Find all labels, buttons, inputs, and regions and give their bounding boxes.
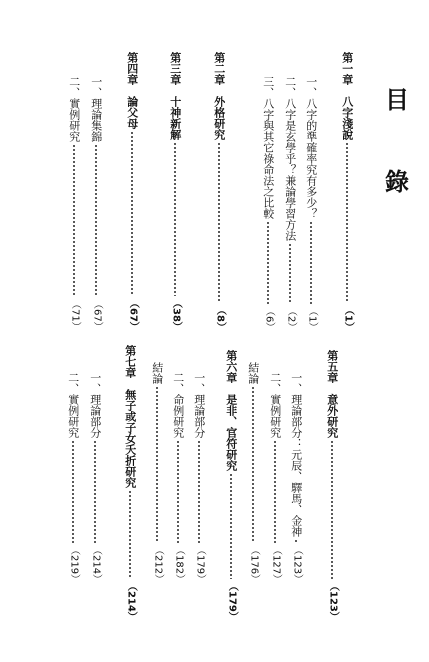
toc-page-number: （179） bbox=[194, 544, 206, 584]
toc-page-number: （123） bbox=[291, 544, 303, 584]
toc-page-number: （176） bbox=[248, 544, 260, 584]
toc-entry-title: 一、理論部分：元辰、驛馬、金神 bbox=[289, 372, 303, 537]
leader-dots bbox=[267, 221, 269, 304]
leader-dots bbox=[198, 440, 200, 543]
toc-entry bbox=[64, 372, 82, 584]
leader-dots bbox=[131, 131, 133, 296]
toc-entry-title: 一、理論部分 bbox=[192, 372, 206, 438]
leader-dots bbox=[94, 440, 96, 543]
toc-page-number: （6） bbox=[263, 305, 275, 332]
leader-dots bbox=[95, 144, 97, 297]
toc-page-number: （214） bbox=[90, 544, 102, 584]
toc-entry bbox=[266, 372, 284, 584]
toc-chapter-title: 第一章 八字淺說 bbox=[340, 52, 354, 140]
toc-entry bbox=[259, 76, 277, 332]
leader-dots bbox=[331, 440, 333, 579]
title-char-2: 錄 bbox=[385, 167, 409, 196]
toc-page-number: （219） bbox=[68, 544, 80, 584]
toc-page-number: （127） bbox=[270, 544, 282, 584]
toc-chapter-6 bbox=[222, 350, 240, 622]
toc-page-number: （123） bbox=[327, 581, 339, 622]
leader-dots bbox=[310, 221, 312, 304]
toc-entry-title: 結論 bbox=[150, 362, 164, 384]
toc-chapter-title: 第五章 意外研究 bbox=[325, 350, 339, 438]
toc-chapter-1 bbox=[338, 52, 356, 332]
toc-page-number: （179） bbox=[226, 581, 238, 622]
toc-page-number: （212） bbox=[152, 544, 164, 584]
leader-dots bbox=[177, 440, 179, 543]
leader-dots bbox=[295, 539, 297, 543]
toc-page-number: （182） bbox=[173, 544, 185, 584]
toc-entry-title: 一、理論集錦 bbox=[89, 76, 103, 142]
toc-entry bbox=[87, 76, 105, 332]
toc-entry-title: 一、理論部分 bbox=[88, 372, 102, 438]
toc-chapter-title: 第四章 論父母 bbox=[125, 52, 139, 129]
leader-dots bbox=[156, 386, 158, 543]
toc-entry bbox=[148, 362, 166, 584]
toc-entry-title: 二、實例研究 bbox=[268, 372, 282, 438]
leader-dots bbox=[218, 142, 220, 303]
toc-page-number: （8） bbox=[214, 305, 226, 332]
toc-page-number: （1） bbox=[306, 305, 318, 332]
toc-entry bbox=[65, 76, 83, 332]
toc-chapter-title: 第三章 十神新解 bbox=[168, 52, 182, 140]
toc-chapter-7 bbox=[121, 345, 139, 622]
toc-chapter-2 bbox=[210, 52, 228, 332]
toc-entry-title: 二、實例研究 bbox=[66, 372, 80, 438]
toc-page-number: （38） bbox=[170, 298, 182, 332]
toc-entry bbox=[169, 372, 187, 584]
toc-entry bbox=[244, 362, 262, 584]
toc-entry bbox=[281, 76, 299, 332]
toc-entry bbox=[86, 372, 104, 584]
leader-dots bbox=[252, 386, 254, 543]
toc-chapter-title: 第二章 外格研究 bbox=[212, 52, 226, 140]
leader-dots bbox=[289, 243, 291, 304]
toc-page-number: （71） bbox=[69, 299, 81, 332]
toc-entry-title: 二、命例研究 bbox=[171, 372, 185, 438]
leader-dots bbox=[174, 142, 176, 296]
leader-dots bbox=[274, 440, 276, 543]
toc-entry-title: 一、八字的準確率究有多少？ bbox=[304, 76, 318, 219]
toc-entry-title: 三、八字與其它祿命法之比較 bbox=[261, 76, 275, 219]
toc-page-number: （67） bbox=[127, 298, 139, 332]
toc-entry-title: 二、實例研究 bbox=[67, 76, 81, 142]
toc-page-number: （214） bbox=[125, 581, 137, 622]
toc-page-number: （1） bbox=[342, 305, 354, 332]
leader-dots bbox=[129, 490, 131, 579]
toc-entry bbox=[190, 372, 208, 584]
toc-entry-title: 二、八字是玄學乎？兼論學習方法 bbox=[283, 76, 297, 241]
leader-dots bbox=[73, 144, 75, 297]
toc-chapter-3 bbox=[166, 52, 184, 332]
leader-dots bbox=[230, 473, 232, 579]
toc-entry bbox=[302, 76, 320, 332]
toc-chapter-title: 第六章 是非、官符研究 bbox=[224, 350, 238, 471]
toc-chapter-4 bbox=[123, 52, 141, 332]
toc-chapter-5 bbox=[323, 350, 341, 622]
toc-page-number: （67） bbox=[91, 299, 103, 332]
leader-dots bbox=[72, 440, 74, 543]
toc-entry-title: 結論 bbox=[246, 362, 260, 384]
toc-chapter-title: 第七章 無子或子女夭折研究 bbox=[123, 345, 137, 488]
toc-page-number: （2） bbox=[285, 305, 297, 332]
toc-entry bbox=[287, 372, 305, 584]
title-char-1: 目 bbox=[385, 85, 409, 114]
leader-dots bbox=[346, 142, 348, 303]
